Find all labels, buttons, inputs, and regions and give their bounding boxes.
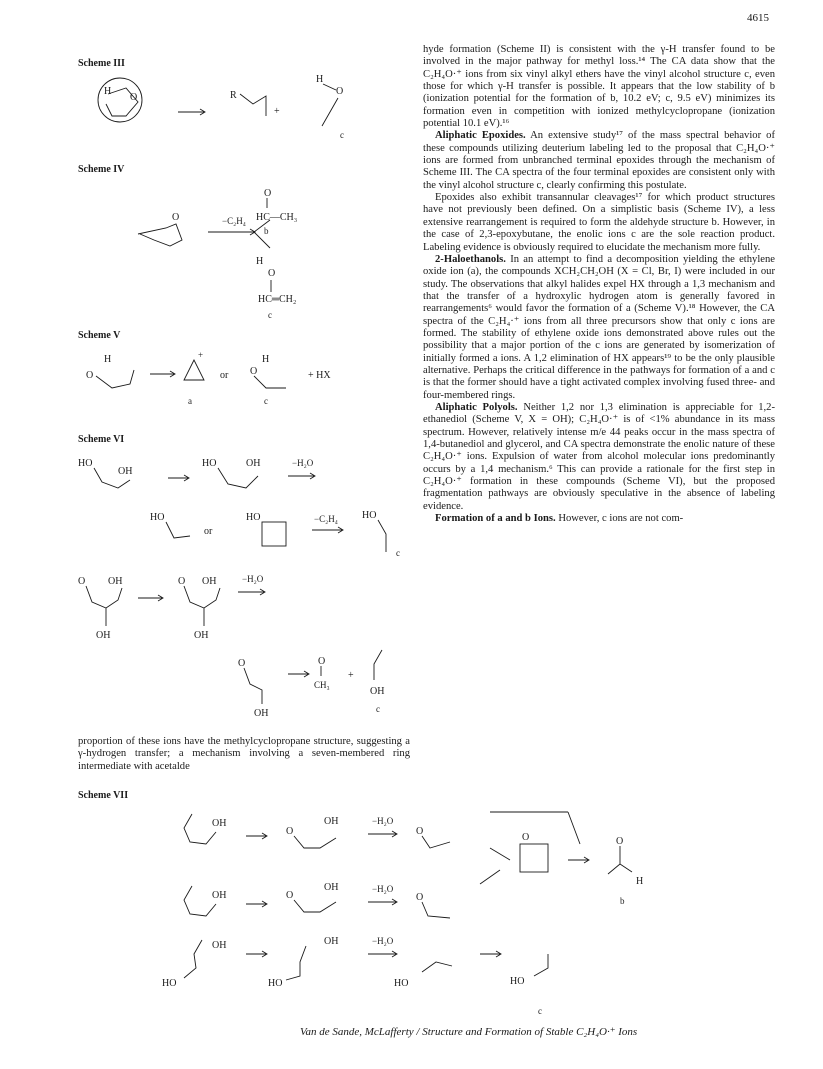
paragraph-5-body: Neither 1,2 nor 1,3 elimination is appreciable for 1,2-ethanediol (Scheme V, X = OH); C₂H₄O·⁺ is of <1% abundance in its mass spectrum. However, relatively intense m/e 44 peaks occur in the mass spectra of 1,4-butanediol and glycerol, and CA spectra demonstrate the enolic nature of these C₂H₄O·⁺ ions. Expulsion of water from alcohol molecular ions predominantly occurs by a 1,4 mechanism.⁶ This can provide a rationale for the first step in C₂H₄O·⁺ formation in these compounds (Scheme VI), but the proposed fragmentation pathways are obviously speculative in the absence of labeling evidence. (423, 401, 775, 512)
scheme-vi-plus: + (348, 670, 354, 681)
scheme-iv-h-label: H (256, 256, 264, 267)
heading-aliphatic-epoxides: Aliphatic Epoxides. (435, 130, 526, 142)
scheme-vi-figure (78, 448, 408, 728)
scheme-iv-loss: −C₂H₄ (222, 216, 246, 226)
scheme-vi-oh-1: OH (118, 466, 133, 477)
paragraph-4-body: In an attempt to find a decomposition yielding the ethylene oxide ion (a), the compounds XCH₂CH₂OH (X = Cl, Br, I) were included in our study. The observations that alkyl halides expel HX through a 1,3 mechanism and that the transfer of a hydroxylic hydrogen atom is generally favored in rearrangements⁶ would favor the formation of a (Scheme V).¹⁸ However, the CA spectra of the C₂H₄·⁺ ions from all three precursors show that only c ions are formed. The stability of ethylene oxide ions demonstrated above rules out the possibility that a major portion of the c ions are generated by isomerization of initially formed a ions. A 1,2 elimination of HX appears¹⁹ to be the only plausible alternative. Perhaps the critical difference in the pathways for formation of a and c is that the former should have a tight activated complex involving fused three- and four-membered rings. (423, 253, 775, 401)
scheme-vi-oh-2: OH (246, 458, 261, 469)
scheme-vi-oh-7: OH (254, 708, 269, 719)
scheme-vii-loss-1: −H₂O (372, 816, 394, 826)
scheme-vi-c-label-2: c (376, 704, 380, 714)
paragraph-6 (423, 513, 775, 525)
scheme-vi-loss-2: −C₂H₄ (314, 514, 338, 524)
scheme-vi-ch3: CH₃ (314, 680, 330, 690)
scheme-vii-o-5: O (522, 832, 530, 843)
scheme-v-figure (78, 344, 378, 414)
scheme-v-c-label: c (264, 396, 268, 406)
scheme-iv-o-label: O (172, 212, 180, 223)
scheme-vi-loss-3: −H₂O (242, 574, 264, 584)
paragraph-2-body: An extensive study¹⁷ of the mass spectral behavior of these compounds utilizing deuterium labeling led to the proposal that C₂H₄O·⁺ ions are formed from unbranched terminal epoxides through the mechanism of Scheme III. The CA spectra of the four terminal epoxides are consistent only with the vinyl alcohol structure c, clearly confirming this postulate. (423, 130, 775, 191)
scheme-vii-o-4: O (416, 892, 424, 903)
scheme-vi-ho-3: HO (150, 512, 165, 523)
scheme-vi-ho-2: HO (202, 458, 217, 469)
scheme-iii-o-label: O (130, 92, 138, 103)
scheme-vii-o-2: O (416, 826, 424, 837)
scheme-vii-oh-5: OH (212, 940, 227, 951)
scheme-vii-oh-6: OH (324, 936, 339, 947)
scheme-vii-ho-2: HO (268, 978, 283, 989)
scheme-iv-hc-ch2: HC═CH₂ (258, 294, 297, 305)
scheme-vi-ho-5: HO (362, 510, 377, 521)
scheme-iii-label: Scheme III (78, 58, 125, 69)
scheme-vii-label: Scheme VII (78, 790, 129, 801)
scheme-vi-oh-5: OH (202, 576, 217, 587)
scheme-vi-o-3: O (238, 658, 246, 669)
scheme-vi-oh-6: OH (194, 630, 209, 641)
scheme-iv-hc-ch3: HC—CH₃ (256, 212, 298, 223)
scheme-vii-b-label: b (620, 896, 625, 906)
scheme-v-o-label: O (86, 370, 94, 381)
scheme-vi-o-1: O (78, 576, 86, 587)
paragraph-5 (423, 402, 775, 513)
scheme-vii-oh-4: OH (324, 882, 339, 893)
scheme-iii-figure (78, 72, 378, 144)
scheme-vi-oh-4: OH (96, 630, 111, 641)
scheme-v-a-label: a (188, 396, 192, 406)
scheme-vii-oh-2: OH (324, 816, 339, 827)
heading-aliphatic-polyols: Aliphatic Polyols. (435, 401, 518, 413)
scheme-vii-o-6: O (616, 836, 624, 847)
heading-haloethanols: 2-Haloethanols. (435, 253, 506, 265)
paragraph-6-body: However, c ions are not com- (555, 513, 684, 525)
scheme-iv-label: Scheme IV (78, 164, 125, 175)
scheme-iv-c-label: c (268, 310, 272, 320)
heading-formation-ab: Formation of a and b Ions. (435, 513, 556, 525)
scheme-iv-figure (78, 176, 378, 326)
scheme-vii-loss-2: −H₂O (372, 884, 394, 894)
scheme-vi-oh-8: OH (370, 686, 385, 697)
running-footer: Van de Sande, McLafferty / Structure and Formation of Stable C₂H₄O·⁺ Ions (300, 1026, 638, 1038)
scheme-vii-ho-4: HO (510, 976, 525, 987)
scheme-vi-o-4: O (318, 656, 326, 667)
scheme-vii-ho-3: HO (394, 978, 409, 989)
scheme-iii-o-label-2: O (336, 86, 344, 97)
paragraph-2 (423, 130, 775, 192)
scheme-vii-oh-1: OH (212, 818, 227, 829)
scheme-v-hx: + HX (308, 370, 331, 381)
paragraph-1: hyde formation (Scheme II) is consistent with the γ-H transfer found to be involved in the major pathway for methyl loss.¹⁴ The CA data show that the C₂H₄O·⁺ ions from six vinyl alkyl ethers have the vinyl alcohol structure c, even those for which γ-H transfer is possible. It appears that the low stability of b (ionization potential for the formation of b, 10.2 eV; c, 9.5 eV) minimizes its formation even in competition with ionized methylcyclopropane (ionization potential 10.1 eV).¹⁶ (423, 44, 775, 130)
scheme-vii-oh-3: OH (212, 890, 227, 901)
scheme-v-h-label-c: H (262, 354, 270, 365)
scheme-v-o-label-c: O (250, 366, 258, 377)
page-number: 4615 (747, 12, 769, 24)
scheme-iv-o-label-c: O (268, 268, 276, 279)
right-column (423, 44, 775, 525)
scheme-vi-ho-1: HO (78, 458, 93, 469)
scheme-v-h-label: H (104, 354, 112, 365)
scheme-iv-b-label: b (264, 226, 269, 236)
scheme-vii-row-3 (162, 936, 548, 1016)
scheme-vi-oh-3: OH (108, 576, 123, 587)
scheme-v-label: Scheme V (78, 330, 121, 341)
scheme-vii-c-label: c (538, 1006, 542, 1016)
paragraph-3: Epoxides also exhibit transannular cleavages¹⁷ for which product structures have not previously been defined. On a simplistic basis (Scheme IV), a less extensive rearrangement is required to form the aldehyde structure b. However, in the case of 2,3-epoxybutane, the enolic ions c are the sole reaction product. Labeling evidence is obviously required to elucidate the mechanism more fully. (423, 192, 775, 253)
paragraph-4 (423, 254, 775, 402)
scheme-vii-o-1: O (286, 826, 294, 837)
scheme-iv-o-label-b: O (264, 188, 272, 199)
scheme-vii-o-3: O (286, 890, 294, 901)
scheme-vi-o-2: O (178, 576, 186, 587)
scheme-iii-h-label-2: H (316, 74, 324, 85)
scheme-iii-plus: + (274, 106, 280, 117)
scheme-vii-loss-3: −H₂O (372, 936, 394, 946)
scheme-vi-loss-1: −H₂O (292, 458, 314, 468)
scheme-vii-row-1 (184, 812, 580, 848)
scheme-vi-label: Scheme VI (78, 434, 125, 445)
scheme-vii-figure (160, 808, 720, 1016)
scheme-iii-h-label: H (104, 86, 112, 97)
scheme-vi-c-label-1: c (396, 548, 400, 558)
scheme-vii-ho-1: HO (162, 978, 177, 989)
scheme-vii-h-1: H (636, 876, 644, 887)
scheme-iii-c-label: c (340, 130, 344, 140)
left-column-text: proportion of these ions have the methylcyclopropane structure, suggesting a γ-hydrogen transfer; a mechanism involving a seven-membered ring intermediate with acetalde (78, 736, 410, 772)
scheme-v-charge-a: + (198, 350, 204, 360)
scheme-v-or: or (220, 370, 229, 381)
scheme-vii-row-2 (184, 832, 643, 918)
scheme-vi-or: or (204, 526, 213, 537)
scheme-vi-ho-4: HO (246, 512, 261, 523)
scheme-iii-r-label: R (230, 90, 237, 101)
